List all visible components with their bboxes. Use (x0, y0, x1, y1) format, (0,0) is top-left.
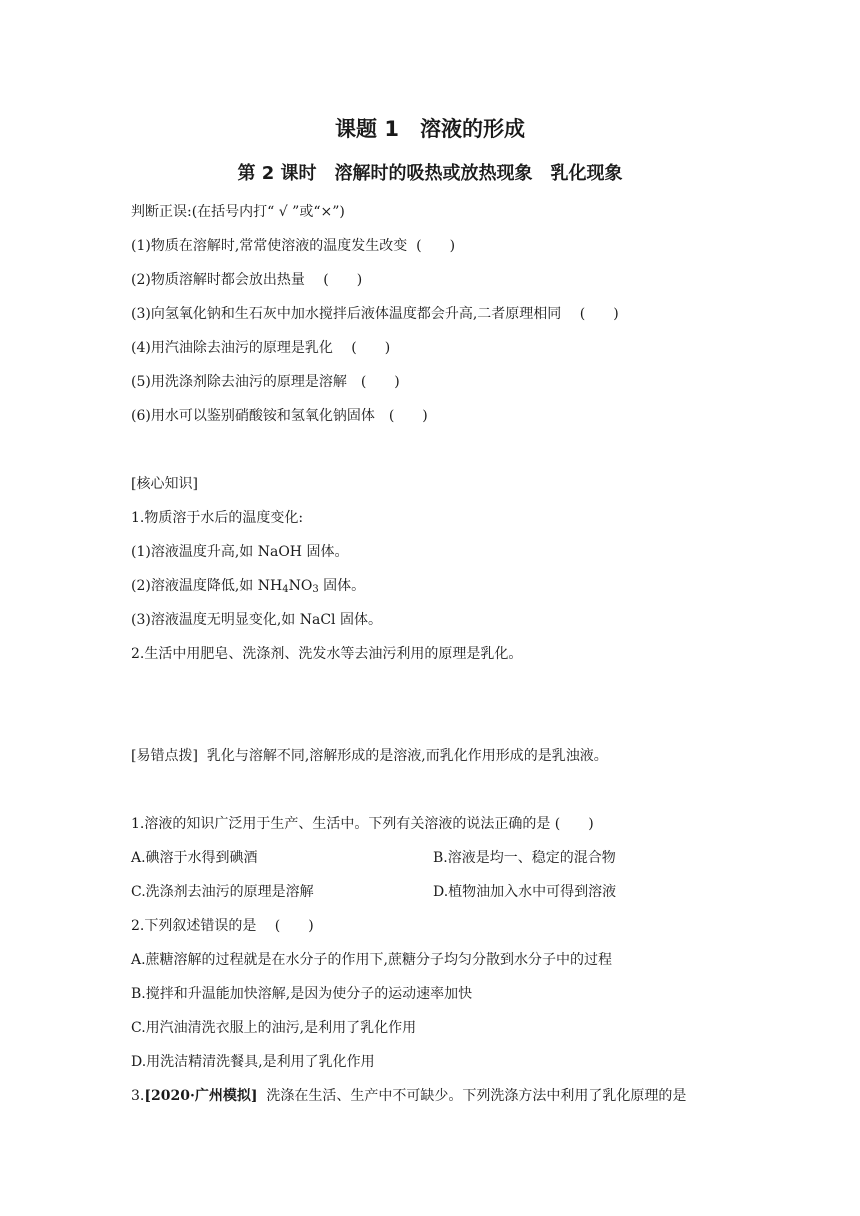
question-1-option-c: C.洗涤剂去油污的原理是溶解 (131, 884, 314, 900)
question-1-stem: 1.溶液的知识广泛用于生产、生活中。下列有关溶液的说法正确的是 ( ) (131, 816, 594, 832)
knowledge-point-1: 1.物质溶于水后的温度变化: (131, 510, 304, 526)
judge-intro: 判断正误:(在括号内打“ √ ”或“×”) (131, 204, 345, 220)
question-1-option-b: B.溶液是均一、稳定的混合物 (433, 850, 616, 866)
question-2-option-b: B.搅拌和升温能加快溶解,是因为使分子的运动速率加快 (131, 986, 473, 1002)
error-tip: [易错点拨] 乳化与溶解不同,溶解形成的是溶液,而乳化作用形成的是乳浊液。 (131, 748, 608, 764)
question-2-option-a: A.蔗糖溶解的过程就是在水分子的作用下,蔗糖分子均匀分散到水分子中的过程 (131, 952, 613, 968)
judge-item-4: (4)用汽油除去油污的原理是乳化 ( ) (131, 340, 391, 356)
question-2-option-d: D.用洗洁精清洗餐具,是利用了乳化作用 (131, 1054, 375, 1070)
knowledge-heading: [核心知识] (131, 476, 198, 492)
knowledge-point-2: 2.生活中用肥皂、洗涤剂、洗发水等去油污利用的原理是乳化。 (131, 646, 523, 662)
question-3-stem: 3.[2020·广州模拟] 洗涤在生活、生产中不可缺少。下列洗涤方法中利用了乳化原理的是 (131, 1088, 687, 1104)
judge-item-6: (6)用水可以鉴别硝酸铵和氢氧化钠固体 ( ) (131, 408, 428, 424)
question-3-source: [2020·广州模拟] (144, 1088, 258, 1104)
lesson-title: 课题 1 溶液的形成 (335, 117, 525, 141)
question-1-option-a: A.碘溶于水得到碘酒 (131, 850, 258, 866)
knowledge-point-1-2: (2)溶液温度降低,如 $NH_4NO_3$ 固体。 (131, 578, 366, 595)
knowledge-point-1-3: (3)溶液温度无明显变化,如 NaCl 固体。 (131, 612, 382, 628)
question-1-option-d: D.植物油加入水中可得到溶液 (433, 884, 617, 900)
judge-item-3: (3)向氢氧化钠和生石灰中加水搅拌后液体温度都会升高,二者原理相同 ( ) (131, 306, 619, 322)
judge-item-5: (5)用洗涤剂除去油污的原理是溶解 ( ) (131, 374, 400, 390)
question-2-stem: 2.下列叙述错误的是 ( ) (131, 918, 314, 934)
lesson-subtitle: 第 2 课时 溶解时的吸热或放热现象 乳化现象 (237, 163, 623, 184)
question-2-option-c: C.用汽油清洗衣服上的油污,是利用了乳化作用 (131, 1020, 417, 1036)
judge-item-1: (1)物质在溶解时,常常使溶液的温度发生改变 ( ) (131, 238, 456, 254)
judge-item-2: (2)物质溶解时都会放出热量 ( ) (131, 272, 363, 288)
knowledge-point-1-1: (1)溶液温度升高,如 NaOH 固体。 (131, 544, 349, 560)
